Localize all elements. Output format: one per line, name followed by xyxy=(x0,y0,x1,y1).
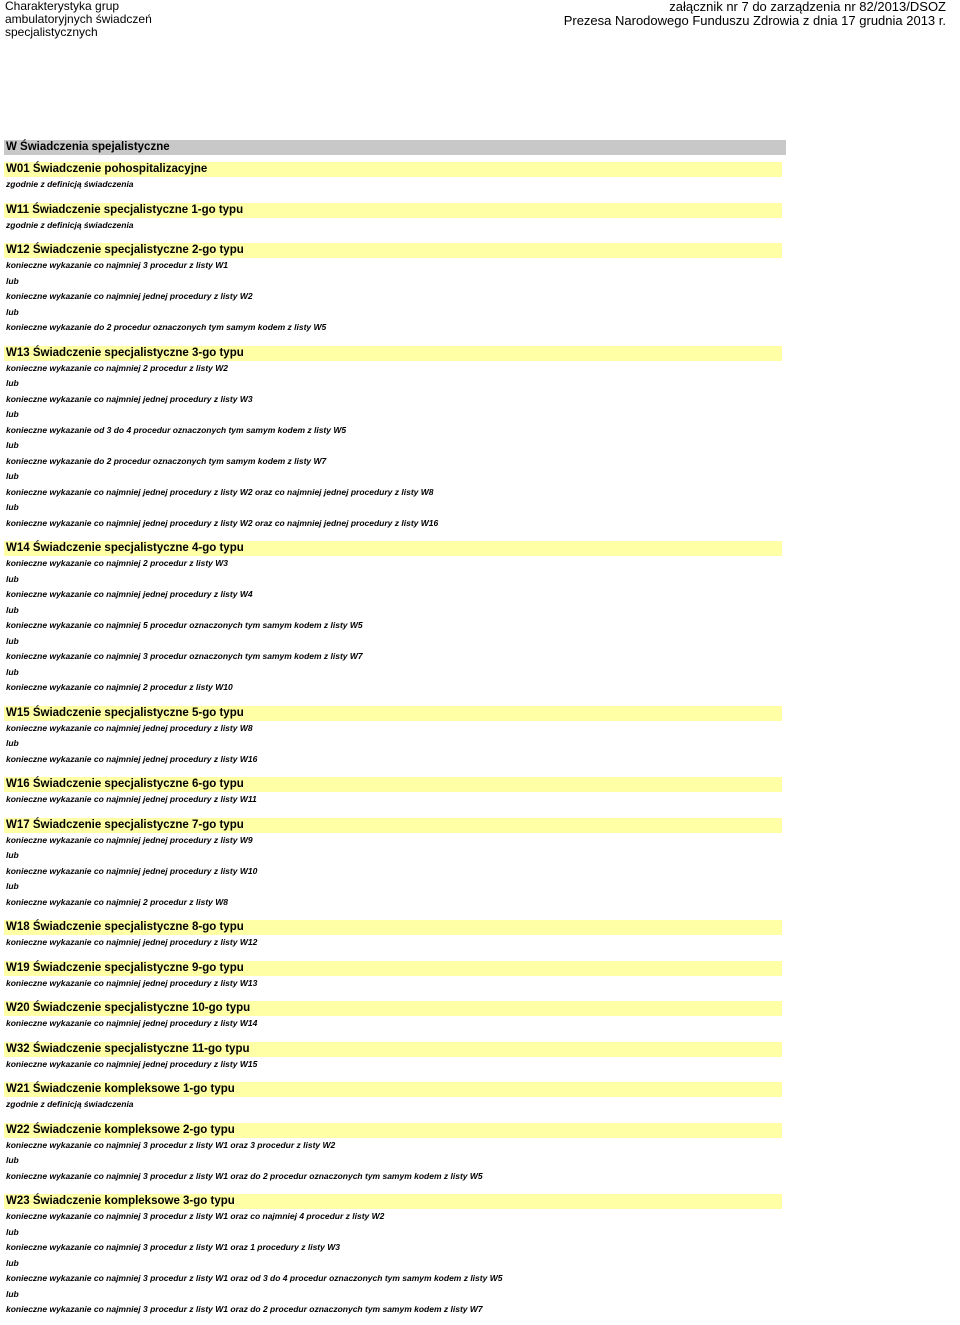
or-separator: lub xyxy=(6,635,19,646)
requirement-line: konieczne wykazanie co najmniej jednej procedury z listy W8 xyxy=(6,722,253,733)
category-title: W11 Świadczenie specjalistyczne 1-go typu xyxy=(4,203,782,218)
requirement-line: konieczne wykazanie co najmniej 2 procedur z listy W3 xyxy=(6,558,229,568)
requirement-line: konieczne wykazanie co najmniej jednej procedury z listy W2 xyxy=(6,291,253,301)
category-title: W22 Świadczenie kompleksowe 2-go typu xyxy=(4,1123,782,1138)
or-separator: lub xyxy=(6,1288,19,1299)
requirement-line: konieczne wykazanie co najmniej 3 procedur z listy W1 xyxy=(6,260,229,270)
or-separator: lub xyxy=(6,666,19,677)
category-block xyxy=(0,1082,960,1123)
requirement-line: konieczne wykazanie co najmniej jednej procedury z listy W16 xyxy=(6,753,258,764)
spacer xyxy=(0,1032,960,1042)
requirement-line: konieczne wykazanie co najmniej 3 procedur z listy W1 oraz do 2 procedur oznaczonych tym samym kodem z listy W5 xyxy=(6,1170,483,1181)
or-separator: lub xyxy=(6,440,19,450)
category-title: W19 Świadczenie specjalistyczne 9-go typu xyxy=(4,961,782,976)
requirement-line: konieczne wykazanie co najmniej jednej procedury z listy W4 xyxy=(6,589,253,599)
document-header-right xyxy=(386,0,946,28)
requirement-line: konieczne wykazanie co najmniej 5 procedur oznaczonych tym samym kodem z listy W5 xyxy=(6,620,363,630)
category-title: W32 Świadczenie specjalistyczne 11-go typu xyxy=(4,1042,782,1057)
spacer xyxy=(0,233,960,243)
requirement-line: konieczne wykazanie co najmniej 3 procedur z listy W1 oraz 1 procedury z listy W3 xyxy=(6,1242,340,1252)
category-title: W13 Świadczenie specjalistyczne 3-go typu xyxy=(4,346,782,361)
header-left-line: specjalistycznych xyxy=(5,25,98,39)
requirement-line: zgodnie z definicją świadczenia xyxy=(6,219,134,230)
requirement-line: zgodnie z definicją świadczenia xyxy=(6,1099,134,1109)
category-title: W01 Świadczenie pohospitalizacyjne xyxy=(4,162,782,177)
category-block xyxy=(0,203,960,244)
or-separator: lub xyxy=(6,850,19,860)
header-left-line: ambulatoryjnych świadczeń xyxy=(5,12,152,26)
category-title: W12 Świadczenie specjalistyczne 2-go typu xyxy=(4,243,782,258)
or-separator: lub xyxy=(6,502,19,512)
requirement-line: konieczne wykazanie co najmniej jednej procedury z listy W9 xyxy=(6,834,253,845)
requirement-line: konieczne wykazanie co najmniej 2 procedur z listy W2 xyxy=(6,362,229,373)
requirement-line: konieczne wykazanie co najmniej jednej procedury z listy W13 xyxy=(6,977,258,988)
requirement-line: konieczne wykazanie co najmniej jednej procedury z listy W2 oraz co najmniej jednej procedury z listy W8 xyxy=(6,486,434,497)
requirement-line: zgodnie z definicją świadczenia xyxy=(6,179,134,189)
requirement-line: konieczne wykazanie co najmniej jednej procedury z listy W14 xyxy=(6,1018,258,1028)
spacer xyxy=(0,767,960,777)
header-left-line: Charakterystyka grup xyxy=(5,0,120,13)
or-separator: lub xyxy=(6,378,19,388)
spacer xyxy=(0,1184,960,1194)
spacer xyxy=(0,910,960,920)
document-body xyxy=(0,140,960,1318)
requirement-line: konieczne wykazanie co najmniej jednej procedury z listy W2 oraz co najmniej jednej procedury z listy W16 xyxy=(6,517,439,528)
requirement-line: konieczne wykazanie co najmniej jednej procedury z listy W12 xyxy=(6,937,258,947)
spacer xyxy=(0,696,960,706)
requirement-line: konieczne wykazanie co najmniej 3 procedur z listy W1 oraz 3 procedur z listy W2 xyxy=(6,1139,336,1150)
category-title: W18 Świadczenie specjalistyczne 8-go typu xyxy=(4,920,782,935)
or-separator: lub xyxy=(6,604,19,615)
category-block xyxy=(0,1001,960,1042)
category-block xyxy=(0,243,960,346)
category-block xyxy=(0,346,960,542)
or-separator: lub xyxy=(6,409,19,419)
or-separator: lub xyxy=(6,471,19,481)
category-block xyxy=(0,961,960,1002)
or-separator: lub xyxy=(6,306,19,317)
category-block xyxy=(0,541,960,706)
section-title: W Świadczenia spejalistyczne xyxy=(4,140,786,155)
category-title: W14 Świadczenie specjalistyczne 4-go typu xyxy=(4,541,782,556)
requirement-line: konieczne wykazanie co najmniej 3 procedur z listy W1 oraz do 2 procedur oznaczonych tym samym kodem z listy W7 xyxy=(6,1304,483,1314)
spacer xyxy=(0,991,960,1001)
spacer xyxy=(0,531,960,541)
header-right-line: załącznik nr 7 do zarządzenia nr 82/2013/DSOZ xyxy=(669,0,946,14)
requirement-line: konieczne wykazanie co najmniej jednej procedury z listy W11 xyxy=(6,794,257,804)
category-title: W15 Świadczenie specjalistyczne 5-go typu xyxy=(4,706,782,721)
or-separator: lub xyxy=(6,275,19,286)
or-separator: lub xyxy=(6,1257,19,1268)
requirement-line: konieczne wykazanie co najmniej jednej procedury z listy W15 xyxy=(6,1058,258,1069)
category-block xyxy=(0,706,960,778)
category-block xyxy=(0,777,960,818)
category-title: W23 Świadczenie kompleksowe 3-go typu xyxy=(4,1194,782,1209)
requirement-line: konieczne wykazanie co najmniej jednej procedury z listy W3 xyxy=(6,393,253,404)
requirement-line: konieczne wykazanie co najmniej jednej procedury z listy W10 xyxy=(6,865,258,876)
spacer xyxy=(0,1072,960,1082)
requirement-line: konieczne wykazanie do 2 procedur oznaczonych tym samym kodem z listy W7 xyxy=(6,455,327,466)
or-separator: lub xyxy=(6,1226,19,1237)
document-header-left xyxy=(5,0,305,39)
or-separator: lub xyxy=(6,881,19,891)
category-block xyxy=(0,920,960,961)
spacer xyxy=(0,193,960,203)
spacer xyxy=(0,336,960,346)
or-separator: lub xyxy=(6,1155,19,1165)
spacer xyxy=(0,951,960,961)
category-list xyxy=(0,162,960,1318)
requirement-line: konieczne wykazanie co najmniej 3 procedur oznaczonych tym samym kodem z listy W7 xyxy=(6,651,363,661)
spacer xyxy=(0,808,960,818)
requirement-line: konieczne wykazanie od 3 do 4 procedur oznaczonych tym samym kodem z listy W5 xyxy=(6,424,347,435)
requirement-line: konieczne wykazanie co najmniej 3 procedur z listy W1 oraz co najmniej 4 procedur z listy W2 xyxy=(6,1211,385,1221)
category-title: W21 Świadczenie kompleksowe 1-go typu xyxy=(4,1082,782,1097)
or-separator: lub xyxy=(6,738,19,748)
category-block xyxy=(0,1123,960,1195)
requirement-line: konieczne wykazanie co najmniej 2 procedur z listy W10 xyxy=(6,682,233,692)
category-block xyxy=(0,818,960,921)
category-title: W16 Świadczenie specjalistyczne 6-go typu xyxy=(4,777,782,792)
spacer xyxy=(0,1113,960,1123)
category-block xyxy=(0,1042,960,1083)
requirement-line: konieczne wykazanie co najmniej 2 procedur z listy W8 xyxy=(6,896,229,907)
category-title: W20 Świadczenie specjalistyczne 10-go typu xyxy=(4,1001,782,1016)
or-separator: lub xyxy=(6,573,19,584)
requirement-line: konieczne wykazanie co najmniej 3 procedur z listy W1 oraz od 3 do 4 procedur oznaczonych tym samym kodem z listy W5 xyxy=(6,1273,503,1283)
header-right-line: Prezesa Narodowego Funduszu Zdrowia z dnia 17 grudnia 2013 r. xyxy=(563,13,946,28)
category-title: W17 Świadczenie specjalistyczne 7-go typu xyxy=(4,818,782,833)
requirement-line: konieczne wykazanie do 2 procedur oznaczonych tym samym kodem z listy W5 xyxy=(6,322,327,332)
category-block xyxy=(0,162,960,203)
category-block xyxy=(0,1194,960,1318)
